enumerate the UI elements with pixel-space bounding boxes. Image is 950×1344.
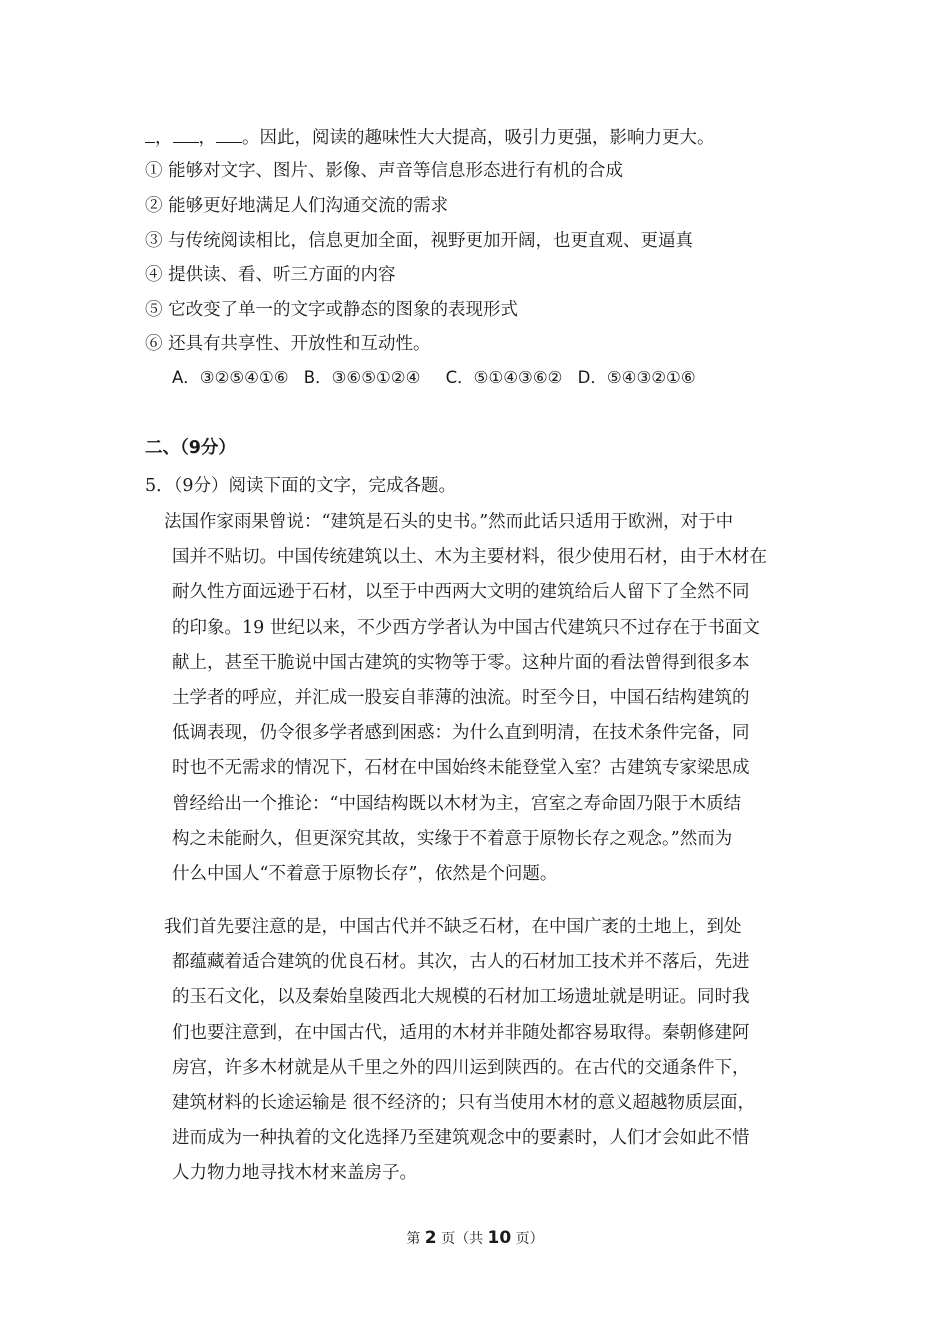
paragraph-line: 低调表现，仍令很多学者感到困惑：为什么直到明清，在技术条件完备，同 — [172, 723, 750, 744]
list-item: ③ 与传统阅读相比，信息更加全面，视野更加开阔，也更直观、更逼真 — [145, 231, 694, 251]
paragraph-line: 什么中国人“不着意于原物长存”，依然是个问题。 — [172, 864, 558, 885]
paragraph-line: 进而成为一种执着的文化选择乃至建筑观念中的要素时，人们才会如此不惜 — [172, 1128, 750, 1149]
paragraph-line: 房宫，许多木材就是从千里之外的四川运到陕西的。在古代的交通条件下， — [172, 1057, 750, 1078]
list-item: ② 能够更好地满足人们沟通交流的需求 — [145, 196, 449, 216]
question5-heading: 5．（9分）阅读下面的文字，完成各题。 — [145, 476, 457, 496]
total-pages: 10 — [487, 1228, 512, 1248]
paragraph-line: 的印象。19 世纪以来，不少西方学者认为中国古代建筑只不过存在于书面文 — [172, 617, 760, 638]
paragraph-line: 我们首先要注意的是，中国古代并不缺乏石材，在中国广袤的土地上，到处 — [164, 917, 742, 937]
paragraph-line: 法国作家雨果曾说：“建筑是石头的史书。”然而此话只适用于欧洲，对于中 — [164, 512, 734, 532]
reading-paragraph-2 — [164, 910, 814, 1192]
answer-blank — [173, 124, 199, 143]
paragraph-line: 耐久性方面远逊于石材，以至于中西两大文明的建筑给后人留下了全然不同 — [172, 582, 750, 603]
reading-paragraph-1 — [164, 505, 814, 892]
option-b: B．③⑥⑤①②④ — [303, 368, 421, 387]
option-c: C．⑤①④③⑥② — [445, 368, 563, 387]
option-d: D．⑤④③②①⑥ — [577, 368, 696, 387]
answer-blank — [216, 124, 242, 143]
paragraph-line: 献上，甚至干脆说中国古建筑的实物等于零。这种片面的看法曾得到很多本 — [172, 652, 750, 673]
question4-lead-line: ， ， 。因此，阅读的趣味性大大提高，吸引力更强，影响力更大。 — [145, 124, 715, 150]
option-a: A．③②⑤④①⑥ — [172, 368, 289, 387]
paragraph-line: 建筑材料的长途运输是 很不经济的；只有当使用木材的意义超越物质层面， — [172, 1093, 756, 1114]
section-heading: 二、（9分） — [145, 438, 236, 458]
paragraph-line: 人力物力地寻找木材来盖房子。 — [172, 1163, 417, 1184]
paragraph-line: 们也要注意到，在中国古代，适用的木材并非随处都容易取得。秦朝修建阿 — [172, 1022, 750, 1043]
list-item: ① 能够对文字、图片、影像、声音等信息形态进行有机的合成 — [145, 161, 624, 181]
paragraph-line: 构之未能耐久，但更深究其故，实缘于不着意于原物长存之观念。”然而为 — [172, 828, 733, 849]
question4-lead-text: 。因此，阅读的趣味性大大提高，吸引力更强，影响力更大。 — [242, 128, 715, 148]
paragraph-line: 曾经给出一个推论：“中国结构既以木材为主，宫室之寿命固乃限于木质结 — [172, 793, 741, 814]
paragraph-line: 都蕴藏着适合建筑的优良石材。其次，古人的石材加工技术并不落后，先进 — [172, 952, 750, 973]
paragraph-line: 土学者的呼应，并汇成一股妄自菲薄的浊流。时至今日，中国石结构建筑的 — [172, 688, 750, 709]
paragraph-line: 国并不贴切。中国传统建筑以土、木为主要材料，很少使用石材，由于木材在 — [172, 547, 767, 568]
answer-options — [172, 366, 706, 390]
answer-blank — [145, 124, 155, 143]
paragraph-line: 的玉石文化，以及秦始皇陵西北大规模的石材加工场遗址就是明证。同时我 — [172, 987, 750, 1008]
paragraph-line: 时也不无需求的情况下，石材在中国始终未能登堂入室？古建筑专家梁思成 — [172, 758, 750, 779]
page-footer: 第 2 页（共 10 页） — [406, 1228, 544, 1248]
page-number: 2 — [424, 1228, 437, 1248]
list-item: ④ 提供读、看、听三方面的内容 — [145, 265, 396, 285]
list-item: ⑤ 它改变了单一的文字或静态的图象的表现形式 — [145, 300, 519, 320]
list-item: ⑥ 还具有共享性、开放性和互动性。 — [145, 334, 431, 354]
